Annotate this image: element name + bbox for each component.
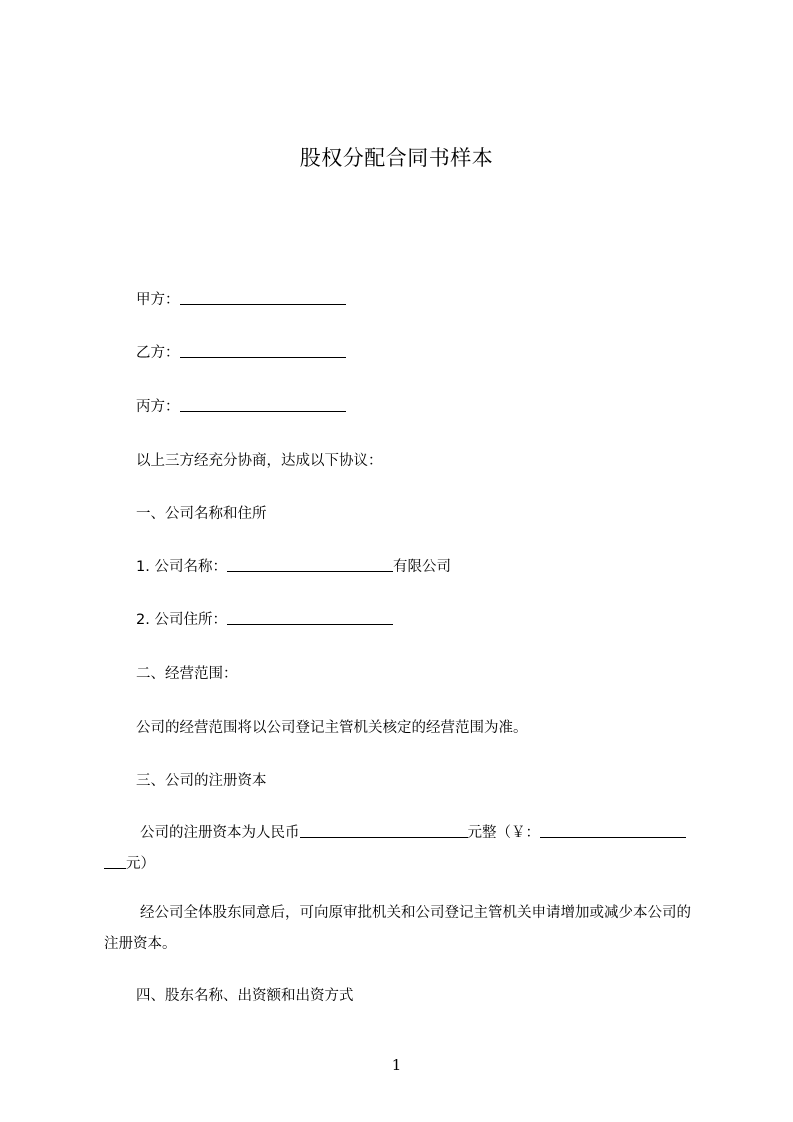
capital-figure-blank-cont [104, 854, 126, 869]
party-b-label: 乙方： [136, 345, 180, 361]
capital-prefix: 公司的注册资本为人民币 [140, 825, 300, 841]
company-address-label: 2. 公司住所： [136, 612, 227, 628]
capital-suffix: 元） [126, 856, 155, 872]
capital-amount-blank [300, 823, 468, 838]
capital-change-paragraph: 经公司全体股东同意后，可向原审批机关和公司登记主管机关申请增加或减少本公司的注册资本。 [104, 905, 691, 952]
party-a-line [136, 290, 346, 310]
party-b-blank [180, 343, 346, 358]
party-b-line [136, 343, 346, 363]
section2-body: 公司的经营范围将以公司登记主管机关核定的经营范围为准。 [136, 720, 528, 736]
company-name-line [136, 557, 451, 577]
capital-figure-blank [540, 823, 686, 838]
company-name-blank [227, 557, 393, 572]
section4-heading: 四、股东名称、出资额和出资方式 [136, 988, 354, 1004]
company-address-line [136, 610, 393, 630]
page-number: 1 [391, 1056, 402, 1074]
section3-heading: 三、公司的注册资本 [136, 773, 267, 789]
document-title: 股权分配合同书样本 [299, 146, 494, 170]
capital-mid: 元整（￥： [467, 825, 540, 841]
section2-heading: 二、经营范围： [136, 666, 238, 682]
party-a-blank [180, 290, 346, 305]
company-name-suffix: 有限公司 [392, 559, 451, 575]
preamble: 以上三方经充分协商，达成以下协议： [136, 453, 383, 469]
party-a-label: 甲方： [136, 292, 180, 308]
party-c-blank [180, 397, 346, 412]
company-name-label: 1. 公司名称： [136, 559, 227, 575]
party-c-line [136, 397, 346, 417]
section1-heading: 一、公司名称和住所 [136, 506, 267, 522]
company-address-blank [227, 610, 393, 625]
party-c-label: 丙方： [136, 399, 180, 415]
capital-paragraph [104, 818, 704, 880]
